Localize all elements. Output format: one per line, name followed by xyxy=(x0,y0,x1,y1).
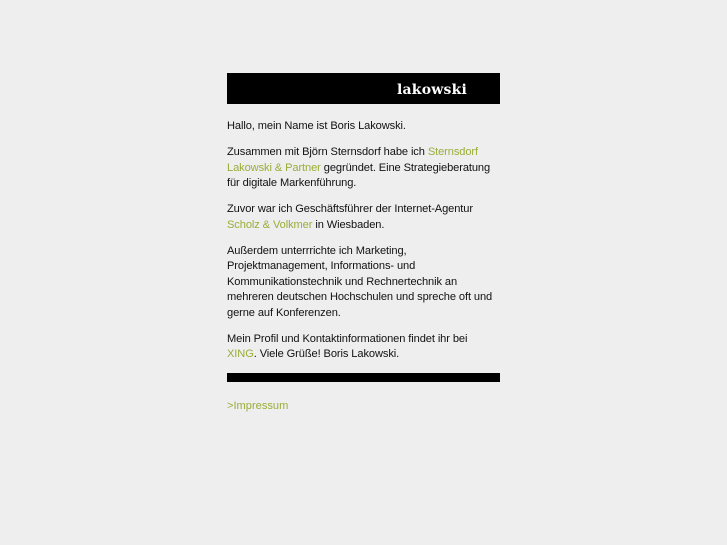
xing-link[interactable]: XING xyxy=(227,348,254,360)
header-bar xyxy=(227,73,500,104)
previous-job-text-after: in Wiesbaden. xyxy=(312,218,385,231)
previous-job-paragraph xyxy=(227,202,500,233)
scholz-volkmer-link[interactable]: Scholz & Volkmer xyxy=(227,218,313,231)
previous-job-text-before: Zuvor war ich Geschäftsführer der Internet-Agentur xyxy=(227,203,473,215)
page-container xyxy=(227,73,500,414)
logo: lakowski xyxy=(397,82,467,98)
company-paragraph xyxy=(227,145,500,192)
sternsdorf-lakowski-link[interactable]: Sternsdorf Lakowski & Partner xyxy=(227,146,478,174)
company-text-before: Zusammen mit Björn Sternsdorf habe ich xyxy=(227,146,428,158)
teaching-paragraph: Außerdem unterrrichte ich Marketing, Projektmanagement, Informations- und Kommunikationstechnik und Rechnertechnik an mehreren deutschen Hochschulen und spreche oft und gerne auf Konferenzen. xyxy=(227,244,493,319)
company-text-after: gegründet. Eine Strategieberatung für digitale Markenführung. xyxy=(227,161,491,189)
contact-text-before: Mein Profil und Kontaktinformationen findet ihr bei xyxy=(227,332,468,345)
contact-paragraph xyxy=(227,332,500,363)
contact-text-after: . Viele Grüße! Boris Lakowski. xyxy=(253,348,400,360)
intro-paragraph: Hallo, mein Name ist Boris Lakowski. xyxy=(227,120,406,132)
footer-bar xyxy=(227,373,500,382)
main-content xyxy=(227,119,500,363)
impressum-link[interactable]: >Impressum xyxy=(227,400,289,412)
